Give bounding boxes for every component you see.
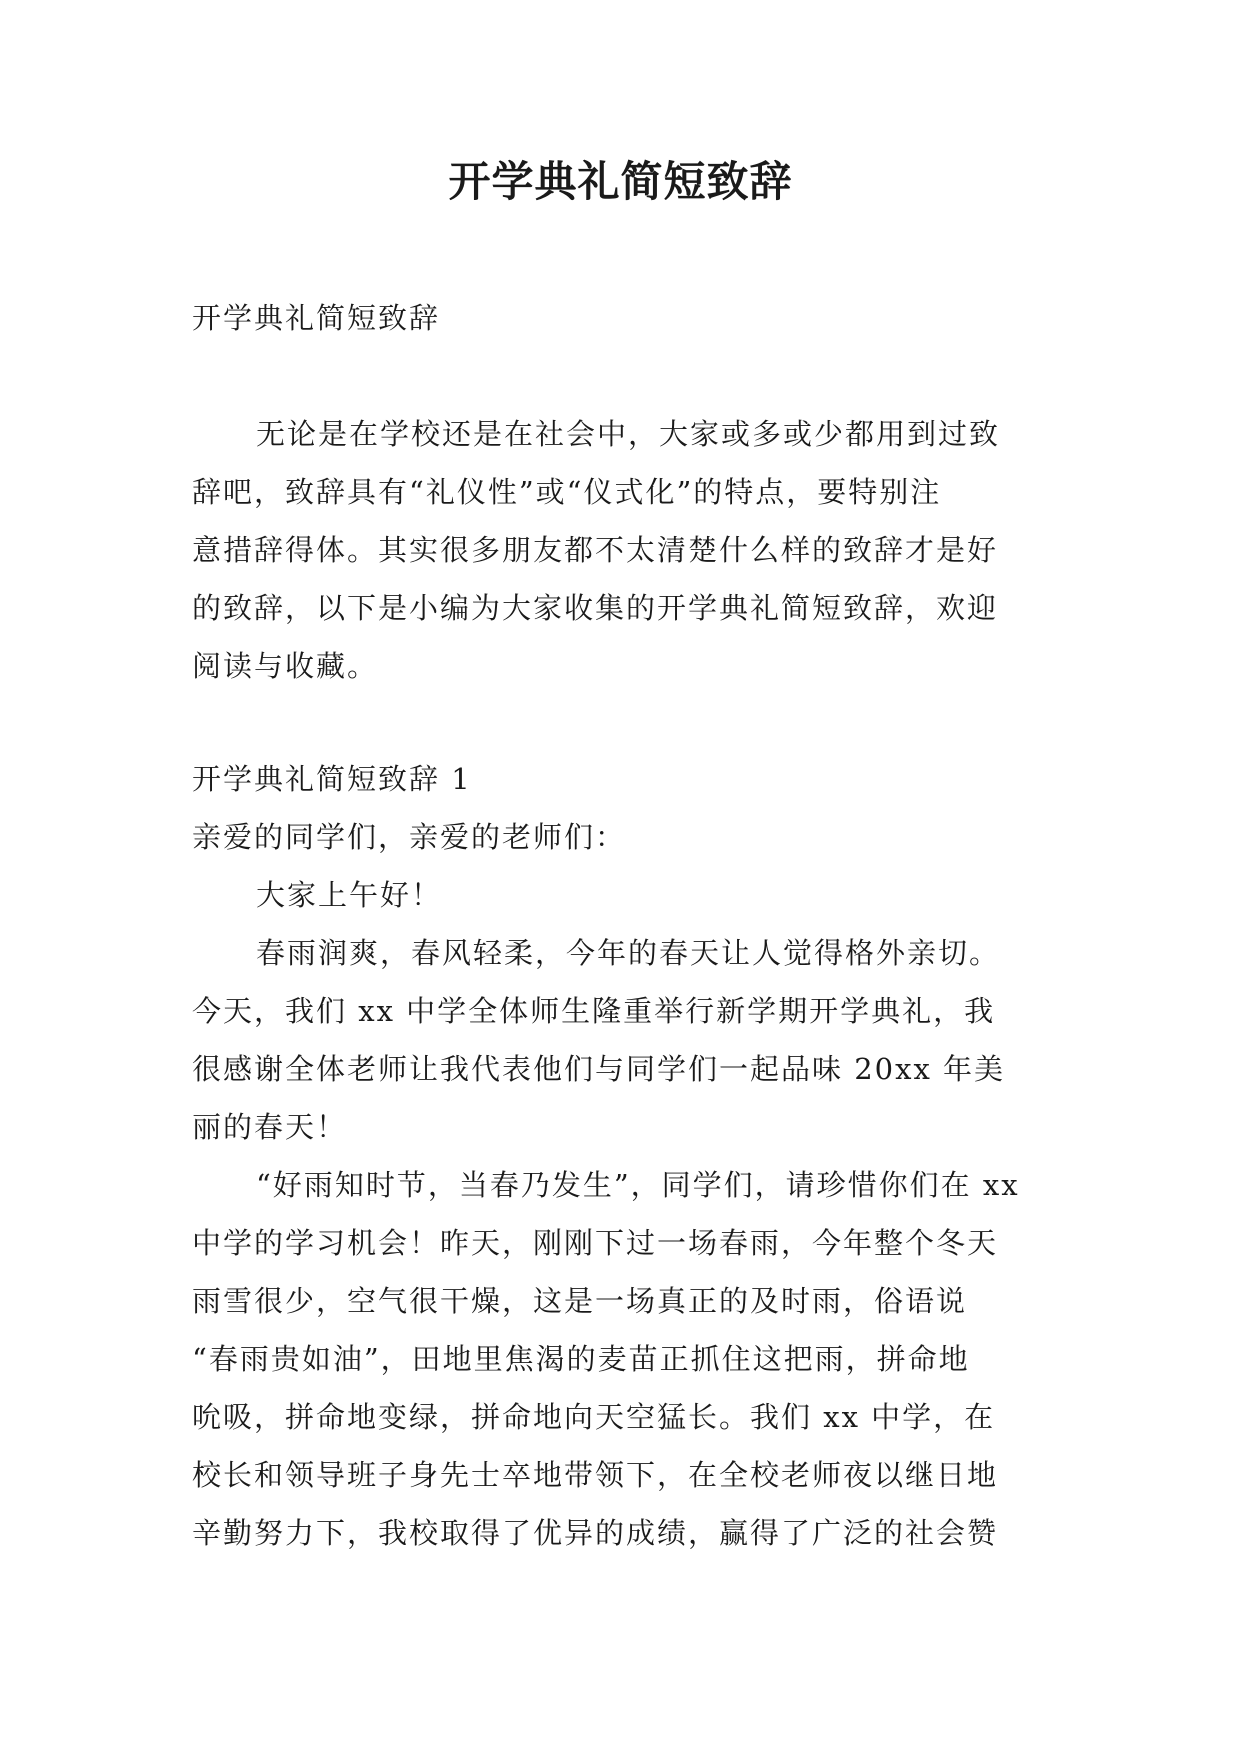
paragraph-line: 雨雪很少，空气很干燥，这是一场真正的及时雨，俗语说 bbox=[192, 1284, 968, 1318]
intro-line: 阅读与收藏。 bbox=[192, 649, 379, 683]
greeting: 大家上午好！ bbox=[256, 878, 443, 912]
spacer bbox=[192, 695, 1062, 750]
paragraph-line: “春雨贵如油”，田地里焦渴的麦苗正抓住这把雨，拼命地 bbox=[192, 1342, 970, 1376]
paragraph-line: 丽的春天！ bbox=[192, 1110, 348, 1144]
document-subtitle: 开学典礼简短致辞 bbox=[192, 301, 441, 335]
body-paragraph-2 bbox=[192, 1156, 1062, 1562]
intro-paragraph bbox=[192, 405, 1062, 695]
paragraph-line: 辛勤努力下，我校取得了优异的成绩，赢得了广泛的社会赞 bbox=[192, 1516, 999, 1550]
section-heading: 开学典礼简短致辞 1 bbox=[192, 762, 472, 796]
intro-line: 无论是在学校还是在社会中，大家或多或少都用到过致 bbox=[256, 417, 1001, 451]
paragraph-line: 今天，我们 xx 中学全体师生隆重举行新学期开学典礼，我 bbox=[192, 994, 996, 1028]
document-body bbox=[192, 289, 1062, 1562]
body-paragraph-1 bbox=[192, 924, 1062, 1156]
paragraph-line: 很感谢全体老师让我代表他们与同学们一起品味 20xx 年美 bbox=[192, 1052, 1006, 1086]
paragraph-line: 春雨润爽，春风轻柔，今年的春天让人觉得格外亲切。 bbox=[256, 936, 1001, 970]
intro-line: 的致辞，以下是小编为大家收集的开学典礼简短致辞，欢迎 bbox=[192, 591, 999, 625]
paragraph-line: “好雨知时节，当春乃发生”，同学们，请珍惜你们在 xx bbox=[256, 1168, 1020, 1202]
salutation: 亲爱的同学们，亲爱的老师们： bbox=[192, 820, 627, 854]
paragraph-line: 吮吸，拼命地变绿，拼命地向天空猛长。我们 xx 中学，在 bbox=[192, 1400, 996, 1434]
intro-line: 意措辞得体。其实很多朋友都不太清楚什么样的致辞才是好 bbox=[192, 533, 999, 567]
paragraph-line: 校长和领导班子身先士卒地带领下，在全校老师夜以继日地 bbox=[192, 1458, 999, 1492]
document-title: 开学典礼简短致辞 bbox=[448, 157, 793, 206]
spacer bbox=[192, 347, 1062, 405]
paragraph-line: 中学的学习机会！昨天，刚刚下过一场春雨，今年整个冬天 bbox=[192, 1226, 999, 1260]
intro-line: 辞吧，致辞具有“礼仪性”或“仪式化”的特点，要特别注 bbox=[192, 475, 942, 509]
